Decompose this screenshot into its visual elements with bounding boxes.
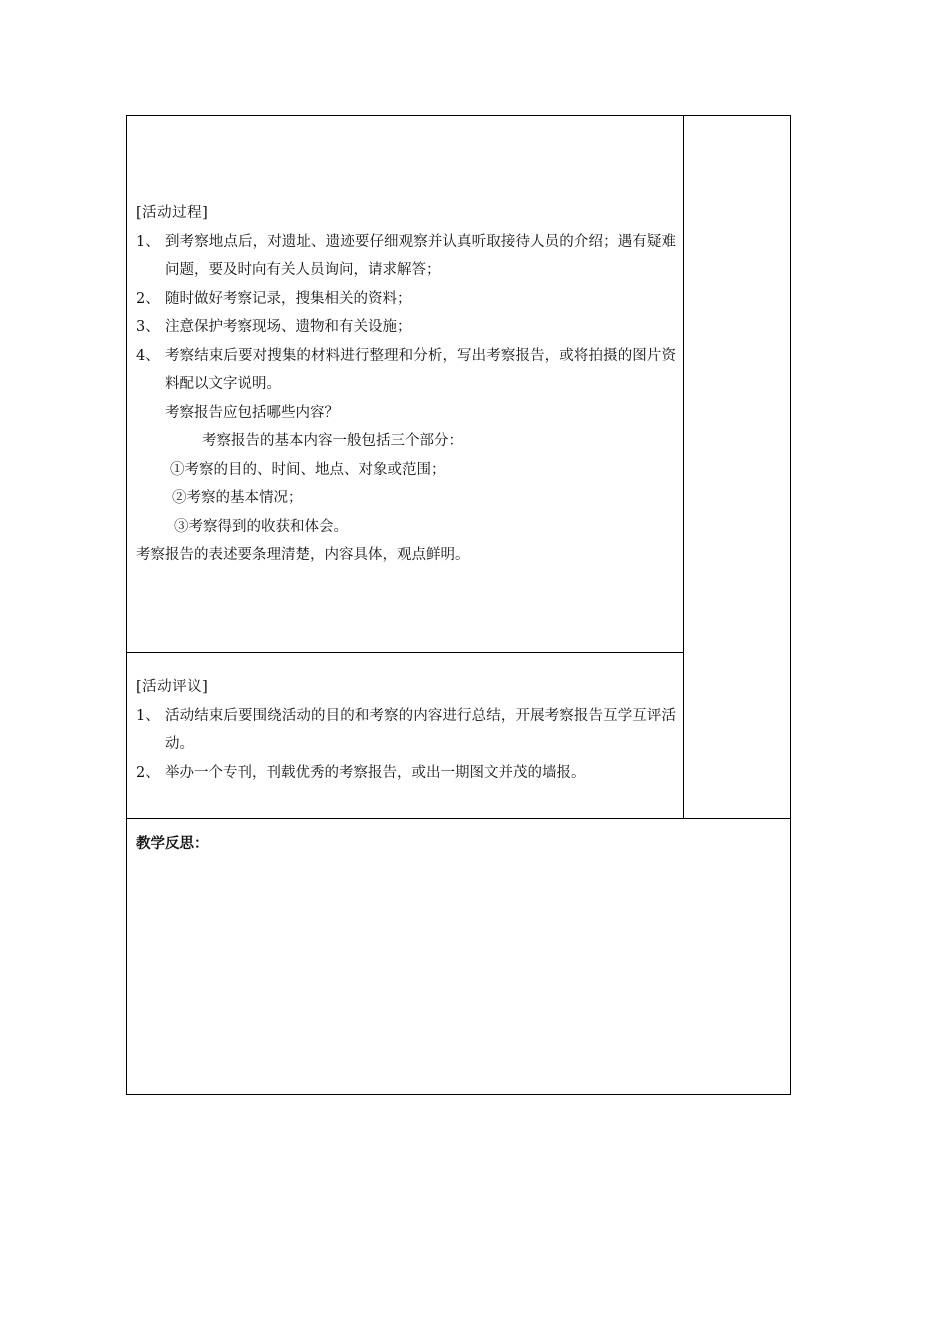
process-item-1 xyxy=(136,228,676,285)
report-part-1: ①考察的目的、时间、地点、对象或范围； xyxy=(170,461,446,478)
column-divider xyxy=(683,116,684,818)
process-item-4 xyxy=(136,342,676,399)
review-item-1-number: 1、 xyxy=(136,707,160,724)
process-item-4-number: 4、 xyxy=(136,347,160,364)
teaching-reflection-label: 教学反思： xyxy=(136,835,209,852)
process-item-2-text: 随时做好考察记录，搜集相关的资料； xyxy=(165,290,412,307)
report-answer-intro: 考察报告的基本内容一般包括三个部分： xyxy=(202,433,463,449)
report-summary: 考察报告的表述要条理清楚，内容具体，观点鲜明。 xyxy=(136,547,470,563)
review-item-1 xyxy=(136,702,676,759)
process-item-1-number: 1、 xyxy=(136,233,160,250)
activity-process-cell xyxy=(136,199,676,570)
process-item-2-number: 2、 xyxy=(136,290,160,307)
process-item-1-text: 到考察地点后，对遗址、遗迹要仔细观察并认真听取接待人员的介绍；遇有疑难问题，要及时向有关人员询问，请求解答； xyxy=(165,233,676,278)
report-part-2: ②考察的基本情况； xyxy=(172,490,303,506)
activity-review-cell xyxy=(136,673,676,787)
activity-review-heading: [活动评议] xyxy=(136,679,209,695)
review-item-2-text: 举办一个专刊，刊载优秀的考察报告，或出一期图文并茂的墙报。 xyxy=(165,764,586,781)
report-part-3: ③考察得到的收获和体会。 xyxy=(174,518,348,535)
report-question: 考察报告应包括哪些内容？ xyxy=(165,404,339,421)
row-divider-reflection xyxy=(127,818,790,819)
process-item-2 xyxy=(136,285,676,314)
lesson-table xyxy=(126,115,791,1095)
review-item-2-number: 2、 xyxy=(136,764,160,781)
process-item-3-number: 3、 xyxy=(136,319,160,335)
review-item-1-text: 活动结束后要围绕活动的目的和考察的内容进行总结，开展考察报告互学互评活动。 xyxy=(165,707,676,752)
row-divider-process-review xyxy=(127,652,684,653)
process-item-3 xyxy=(136,313,676,342)
review-item-2 xyxy=(136,759,676,788)
activity-process-heading: [活动过程] xyxy=(136,205,209,221)
process-item-4-text: 考察结束后要对搜集的材料进行整理和分析，写出考察报告，或将拍摄的图片资料配以文字说明。 xyxy=(165,347,676,392)
process-item-3-text: 注意保护考察现场、遗物和有关设施； xyxy=(165,319,412,335)
